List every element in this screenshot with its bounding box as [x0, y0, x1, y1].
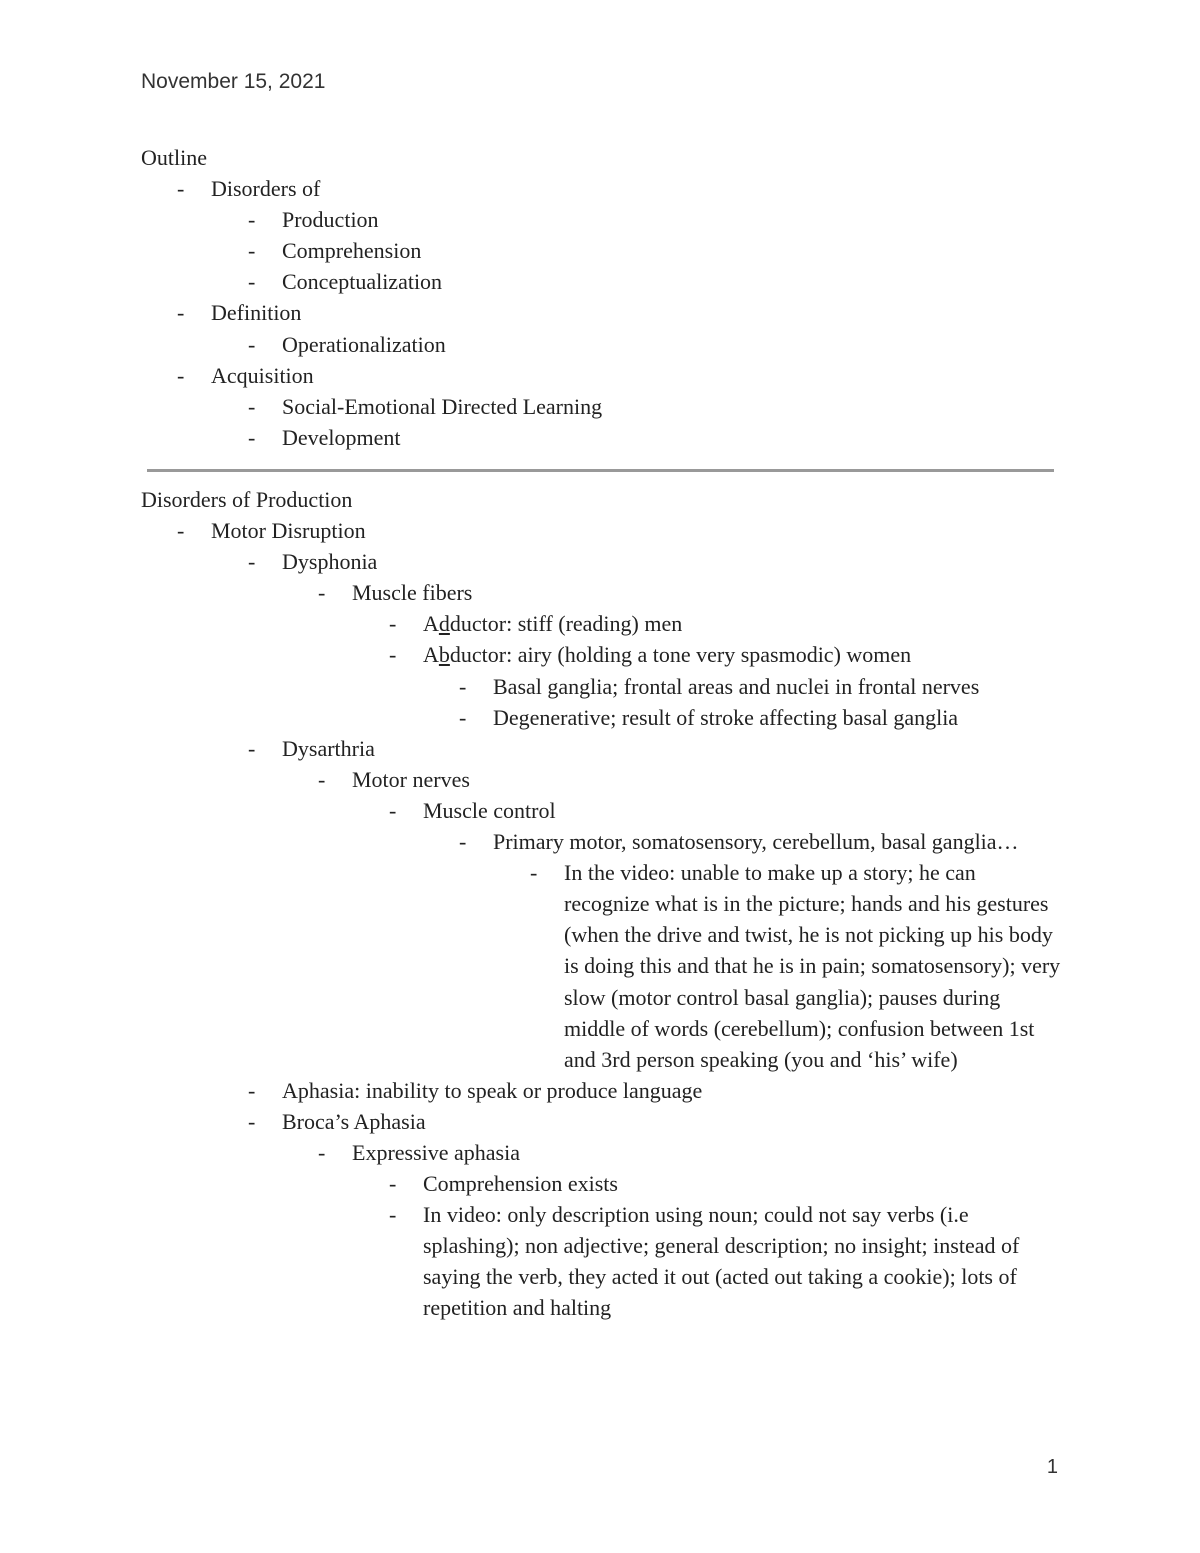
outline-item: - Social-Emotional Directed Learning: [248, 393, 603, 419]
outline-title: Outline: [141, 145, 207, 170]
list-item: - Aphasia: inability to speak or produce language: [248, 1077, 703, 1103]
horizontal-divider: [147, 469, 1054, 472]
list-item: - Motor nerves: [318, 766, 470, 792]
list-item-abductor: - Abductor: airy (holding a tone very spasmodic) women: [389, 642, 912, 668]
list-item: - Muscle fibers: [318, 580, 473, 606]
outline-item: - Conceptualization: [248, 269, 443, 295]
list-item: - Expressive aphasia: [318, 1139, 520, 1165]
list-item: - Comprehension exists: [389, 1171, 618, 1197]
list-item: - Dysphonia: [248, 549, 378, 575]
list-item-video-description: - In video: only description using noun; could not say verbs (i.e splashing); non adjective; general description; no insight; instead of saying the verb, they acted it out (acted out taking a cookie); lots of repetition and halting: [389, 1202, 1020, 1321]
list-item: - Muscle control: [389, 797, 556, 823]
list-item-adductor: - Adductor: stiff (reading) men: [389, 611, 683, 637]
production-section: [141, 484, 1071, 1324]
production-title: Disorders of Production: [141, 487, 353, 512]
outline-item: - Definition: [177, 300, 302, 326]
list-item: - Dysarthria: [248, 735, 375, 761]
document-date: November 15, 2021: [141, 70, 326, 93]
list-item: - Broca’s Aphasia: [248, 1108, 426, 1134]
page-number: 1: [1046, 1456, 1058, 1478]
list-item: - Basal ganglia; frontal areas and nuclei in frontal nerves: [459, 673, 980, 699]
outline-item: - Production: [248, 207, 379, 233]
outline-item: - Development: [248, 424, 401, 450]
list-item: - Motor Disruption: [177, 518, 366, 544]
list-item: - Degenerative; result of stroke affecting basal ganglia: [459, 704, 959, 730]
list-item-video-note: - In the video: unable to make up a story; he can recognize what is in the picture; hands and his gestures (when the drive and twist, he is not picking up his body is doing this and that he is in pain; somatosensory); very slow (motor control basal ganglia); pauses during middle of words (cerebellum); confusion between 1st and 3rd person speaking (you and ‘his’ wife): [530, 860, 1061, 1072]
outline-item: - Operationalization: [248, 331, 446, 357]
list-item: - Primary motor, somatosensory, cerebellum, basal ganglia…: [459, 829, 1019, 855]
outline-item: - Acquisition: [177, 362, 314, 388]
outline-item: - Comprehension: [248, 238, 422, 264]
outline-section: [141, 142, 1071, 453]
outline-item: - Disorders of: [177, 176, 321, 202]
